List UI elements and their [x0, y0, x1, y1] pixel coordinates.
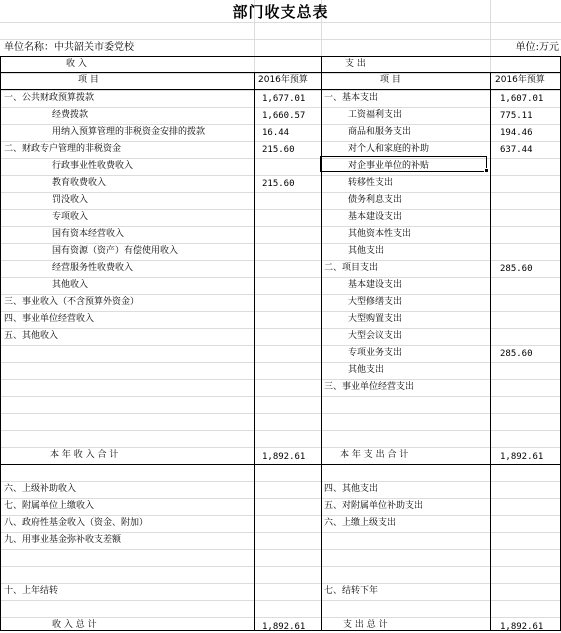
gridline-row: [0, 600, 561, 601]
gridline-row: [0, 515, 561, 516]
expense-row-label: 二、项目支出: [324, 263, 379, 273]
border-v: [254, 72, 255, 631]
expense-budget-header: 2016年预算: [495, 75, 545, 85]
income-item-header: 项 目: [78, 75, 99, 85]
gridline-row: [0, 345, 561, 346]
border-h: [0, 89, 561, 90]
expense-total-label: 本 年 支 出 合 计: [340, 450, 409, 460]
gridline-row: [0, 617, 561, 618]
expense-carry: 七、结转下年: [324, 586, 379, 596]
gridline-row: [0, 39, 561, 40]
income-row-value: 16.44: [262, 128, 290, 138]
income-row-label: 国有资本经营收入: [52, 229, 125, 239]
gridline-row: [0, 141, 561, 142]
expense-extra-label: 四、其他支出: [324, 484, 379, 494]
expense-row-label: 债务利息支出: [348, 195, 403, 205]
income-carry: 十、上年结转: [4, 586, 59, 596]
sheet-title: 部门收支总表: [232, 3, 329, 21]
expense-row-label: 基本建设支出: [348, 280, 403, 290]
expense-header: 支 出: [345, 59, 366, 69]
gridline-row: [0, 498, 561, 499]
grand-expense-label: 支 出 总 计: [343, 620, 388, 630]
expense-item-header: 项 目: [380, 75, 401, 85]
income-row-label: 行政事业性收费收入: [52, 161, 134, 171]
income-row-label: 五、其他收入: [4, 331, 59, 341]
border-v: [0, 56, 1, 631]
gridline-row: [0, 277, 561, 278]
expense-extra-label: 五、对附属单位补助支出: [324, 501, 424, 511]
gridline-row: [0, 379, 561, 380]
gridline-row: [0, 311, 561, 312]
gridline-row: [0, 90, 561, 91]
income-row-label: 经营服务性收费收入: [52, 263, 134, 273]
expense-row-value: 775.11: [500, 111, 533, 121]
income-extra-label: 六、上级补助收入: [4, 484, 77, 494]
gridline-row: [0, 396, 561, 397]
gridline-row: [0, 175, 561, 176]
gridline-row: [0, 294, 561, 295]
border-v: [321, 56, 322, 631]
gridline-row: [0, 124, 561, 125]
expense-row-label: 大型会议支出: [348, 331, 403, 341]
income-extra-label: 八、政府性基金收入（资金、附加）: [4, 518, 149, 528]
expense-row-label: 专项业务支出: [348, 348, 403, 358]
expense-row-label: 其他支出: [348, 246, 385, 256]
expense-row-label: 转移性支出: [348, 178, 394, 188]
border-h: [0, 56, 561, 57]
income-row-value: 1,660.57: [262, 111, 306, 121]
grand-expense-value: 1,892.61: [500, 622, 544, 632]
income-total-label: 本 年 收 入 合 计: [50, 450, 119, 460]
expense-total-value: 1,892.61: [500, 452, 544, 462]
expense-row-label: 对企事业单位的补贴: [348, 161, 430, 171]
income-row-label: 国有资源（资产）有偿使用收入: [52, 246, 179, 256]
gridline-row: [0, 22, 561, 23]
expense-row-value: 1,607.01: [500, 94, 544, 104]
expense-row-label: 对个人和家庭的补助: [348, 144, 430, 154]
gridline-row: [0, 362, 561, 363]
income-row-label: 二、财政专户管理的非税资金: [4, 144, 122, 154]
expense-row-value: 194.46: [500, 128, 533, 138]
income-row-label: 三、事业收入（不含预算外资金）: [4, 297, 140, 307]
income-row-label: 用纳入预算管理的非税资金安排的拨款: [52, 127, 206, 137]
expense-row-label: 其他资本性支出: [348, 229, 412, 239]
income-row-label: 一、公共财政预算拨款: [4, 93, 95, 103]
expense-row-value: 285.60: [500, 264, 533, 274]
income-budget-header: 2016年预算: [258, 75, 308, 85]
expense-extra-label: 六、上缴上级支出: [324, 518, 397, 528]
gridline-row: [0, 243, 561, 244]
gridline-row: [0, 260, 561, 261]
gridline-row: [0, 430, 561, 431]
income-row-label: 经费拨款: [52, 110, 89, 120]
gridline-row: [0, 107, 561, 108]
income-row-label: 其他收入: [52, 280, 89, 290]
gridline-row: [0, 226, 561, 227]
expense-row-value: 637.44: [500, 145, 533, 155]
gridline-row: [0, 532, 561, 533]
gridline-row: [0, 413, 561, 414]
unit-label: 单位:万元: [515, 42, 559, 53]
gridline-row: [0, 549, 561, 550]
gridline-row: [0, 583, 561, 584]
border-h: [0, 464, 561, 465]
income-header: 收 入: [66, 59, 87, 69]
expense-row-label: 工资福利支出: [348, 110, 403, 120]
expense-row-label: 商品和服务支出: [348, 127, 412, 137]
border-v: [490, 72, 491, 631]
income-row-label: 四、事业单位经营收入: [4, 314, 95, 324]
income-row-label: 罚没收入: [52, 195, 89, 205]
gridline-row: [0, 447, 561, 448]
expense-row-label: 三、事业单位经营支出: [324, 382, 415, 392]
expense-row-label: 其他支出: [348, 365, 385, 375]
expense-row-label: 一、基本支出: [324, 93, 379, 103]
income-row-value: 1,677.01: [262, 94, 306, 104]
gridline-row: [0, 566, 561, 567]
income-extra-label: 七、附属单位上缴收入: [4, 501, 95, 511]
income-row-value: 215.60: [262, 145, 295, 155]
gridline-row: [0, 192, 561, 193]
unit-name: 单位名称：中共韶关市委党校: [4, 42, 134, 53]
fill-handle[interactable]: [484, 168, 489, 173]
expense-row-label: 基本建设支出: [348, 212, 403, 222]
expense-row-label: 大型修缮支出: [348, 297, 403, 307]
income-row-label: 专项收入: [52, 212, 89, 222]
expense-row-label: 大型购置支出: [348, 314, 403, 324]
expense-row-value: 285.60: [500, 349, 533, 359]
gridline-row: [0, 481, 561, 482]
income-total-value: 1,892.61: [262, 452, 306, 462]
border-h: [0, 72, 561, 73]
gridline-row: [0, 209, 561, 210]
grand-income-value: 1,892.61: [262, 622, 306, 632]
income-row-label: 教育收费收入: [52, 178, 107, 188]
selected-cell[interactable]: [320, 156, 487, 172]
income-row-value: 215.60: [262, 179, 295, 189]
grand-income-label: 收 入 总 计: [52, 620, 97, 630]
gridline-row: [0, 328, 561, 329]
income-extra-label: 九、用事业基金弥补收支差额: [4, 535, 122, 545]
